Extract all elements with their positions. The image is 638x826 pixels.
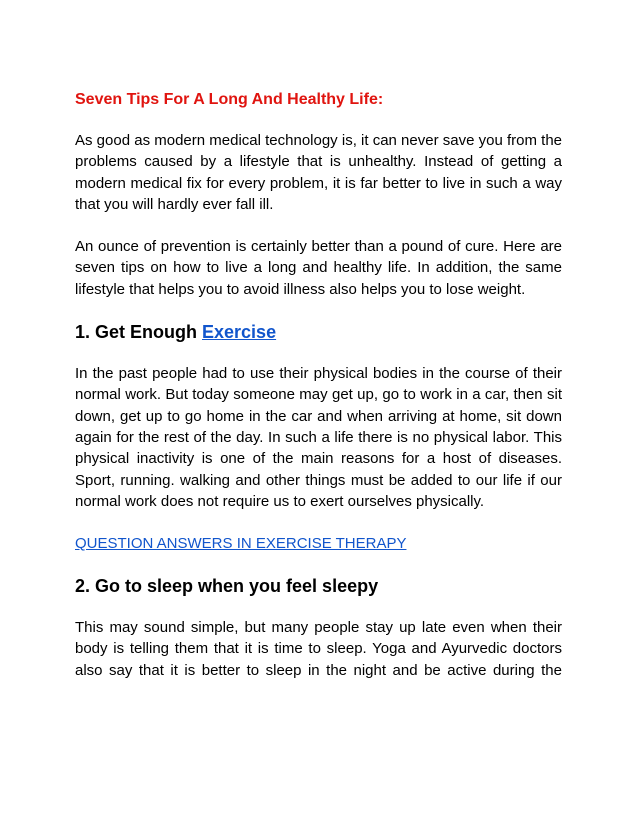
section-heading-sleep: 2. Go to sleep when you feel sleepy xyxy=(75,576,379,597)
exercise-therapy-link[interactable]: QUESTION ANSWERS IN EXERCISE THERAPY xyxy=(75,535,407,553)
related-link-line xyxy=(75,533,562,554)
section-body-exercise: In the past people had to use their physical bodies in the course of their normal work. But today someone may get up, go to work in a car, then sit down, get up to go home in the car and when arriving at home, sit down again for the rest of the day. In such a life there is no physical labor. This physical inactivity is one of the main reasons for a host of diseases. Sport, running. walking and other things must be added to our life if our normal work does not require us to exert ourselves physically. xyxy=(75,365,562,510)
section-heading-prefix: 1. Get Enough xyxy=(75,322,203,343)
exercise-link[interactable]: Exercise xyxy=(202,322,277,343)
intro-paragraph-1: As good as modern medical technology is, it can never save you from the problems caused by a lifestyle that is unhealthy. Instead of getting a modern medical fix for every problem, it is far better to live in such a way that you will hardly ever fall ill. xyxy=(75,132,562,213)
intro-paragraph-2: An ounce of prevention is certainly better than a pound of cure. Here are seven tips on how to live a long and healthy life. In addition, the same lifestyle that helps you to avoid illness also helps you to lose weight. xyxy=(75,238,562,298)
document-page xyxy=(75,90,562,702)
section-heading-exercise xyxy=(75,321,562,343)
section-body-sleep: This may sound simple, but many people stay up late even when their body is telling them that it is time to sleep. Yoga and Ayurvedic doctors also say that it is better to sleep in the night and be active during the xyxy=(75,619,562,679)
document-title: Seven Tips For A Long And Healthy Life: xyxy=(75,91,384,108)
